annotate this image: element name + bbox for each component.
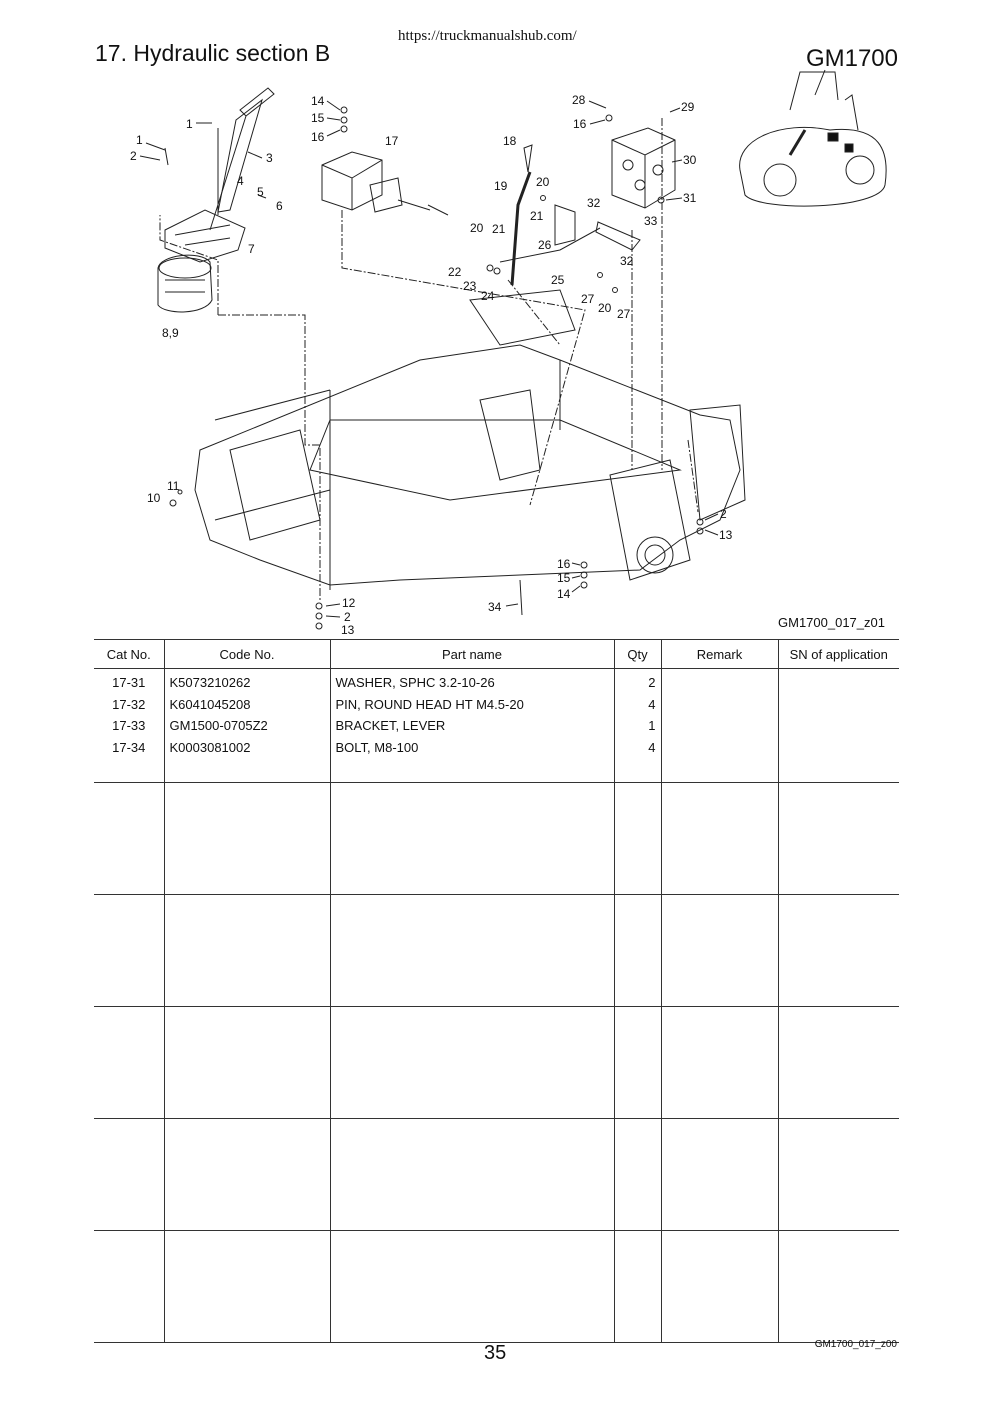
callout-label: 18 [503, 134, 517, 148]
callout-label: 2 [344, 610, 351, 624]
col-part-name: Part name [330, 640, 614, 669]
part-name-cell: PIN, ROUND HEAD HT M4.5-20 [335, 696, 524, 712]
callout-label: 31 [683, 191, 697, 205]
callout-label: 22 [448, 265, 462, 279]
diagram-reference: GM1700_017_z01 [778, 615, 885, 630]
callout-label: 30 [683, 153, 697, 167]
parts-table [94, 639, 899, 1343]
qty-cell: 1 [648, 718, 656, 733]
callout-label: 2 [130, 149, 137, 163]
callout-label: 16 [573, 117, 587, 131]
col-cat-no: Cat No. [94, 640, 164, 669]
callout-label: 15 [311, 111, 325, 125]
callout-label: 16 [557, 557, 571, 571]
code-no-cell: K6041045208 [169, 696, 251, 712]
section-title: 17. Hydraulic section B [95, 40, 331, 66]
empty-row-group [94, 1231, 899, 1343]
callout-label: 10 [147, 491, 161, 505]
code-no-cell: K5073210262 [169, 675, 251, 690]
callout-label: 13 [719, 528, 733, 542]
page-reference: GM1700_017_z00 [814, 1339, 897, 1350]
sn-cell [778, 669, 899, 783]
part-name-cell: BOLT, M8-100 [335, 739, 419, 755]
empty-row-group [94, 1007, 899, 1119]
callout-label: 26 [538, 238, 552, 252]
callout-label: 12 [342, 596, 356, 610]
callout-label: 29 [681, 100, 695, 114]
callout-label: 20 [598, 301, 612, 315]
callout-label: 32 [620, 254, 634, 268]
callout-label: 1 [186, 117, 193, 131]
source-url[interactable]: https://truckmanualshub.com/ [398, 28, 577, 44]
callout-label: 20 [536, 175, 550, 189]
cat-no-cell: 17-31 [112, 675, 146, 690]
cat-no-cell: 17-33 [112, 718, 146, 733]
col-qty: Qty [614, 640, 661, 669]
col-code-no: Code No. [164, 640, 330, 669]
exploded-parts-diagram [0, 0, 993, 640]
callout-label: 4 [237, 174, 244, 188]
callout-label: 7 [248, 242, 255, 256]
code-no-cell: K0003081002 [169, 739, 251, 755]
empty-row-group [94, 895, 899, 1007]
callout-label: 20 [470, 221, 484, 235]
model-name: GM1700 [805, 45, 898, 72]
callout-label: 1 [136, 133, 143, 147]
callout-label: 21 [492, 222, 506, 236]
callout-label: 23 [463, 279, 477, 293]
table-row-group [94, 669, 899, 783]
callout-label: 13 [341, 623, 355, 637]
qty-cell: 4 [648, 739, 656, 755]
remark-cell [661, 669, 778, 783]
callout-label: 2 [720, 507, 727, 521]
code-no-cell: GM1500-0705Z2 [169, 718, 268, 733]
callout-label: 16 [311, 130, 325, 144]
col-remark: Remark [661, 640, 778, 669]
qty-cell: 4 [648, 696, 656, 712]
table-header-row [94, 640, 899, 669]
callout-label: 28 [572, 93, 586, 107]
empty-row-group [94, 1119, 899, 1231]
cat-no-cell: 17-34 [112, 739, 146, 755]
callout-label: 3 [266, 151, 273, 165]
callout-label: 15 [557, 571, 571, 585]
callout-label: 8,9 [162, 326, 179, 340]
callout-label: 25 [551, 273, 565, 287]
qty-cell: 2 [648, 675, 656, 690]
part-name-cell: BRACKET, LEVER [335, 718, 446, 733]
callout-label: 24 [481, 289, 495, 303]
callout-label: 19 [494, 179, 508, 193]
callout-label: 21 [530, 209, 544, 223]
callout-label: 33 [644, 214, 658, 228]
callout-label: 17 [385, 134, 399, 148]
callout-label: 27 [617, 307, 631, 321]
callout-label: 34 [488, 600, 502, 614]
part-name-cell: WASHER, SPHC 3.2-10-26 [335, 675, 495, 690]
col-sn-of-application: SN of application [778, 640, 899, 669]
callout-label: 11 [167, 479, 180, 493]
callout-label: 14 [311, 94, 325, 108]
callout-label: 5 [257, 185, 264, 199]
callout-label: 27 [581, 292, 595, 306]
callout-label: 32 [587, 196, 601, 210]
empty-row-group [94, 783, 899, 895]
callout-label: 6 [276, 199, 283, 213]
cat-no-cell: 17-32 [112, 696, 146, 712]
callout-label: 14 [557, 587, 571, 601]
page-number: 35 [484, 1342, 507, 1364]
